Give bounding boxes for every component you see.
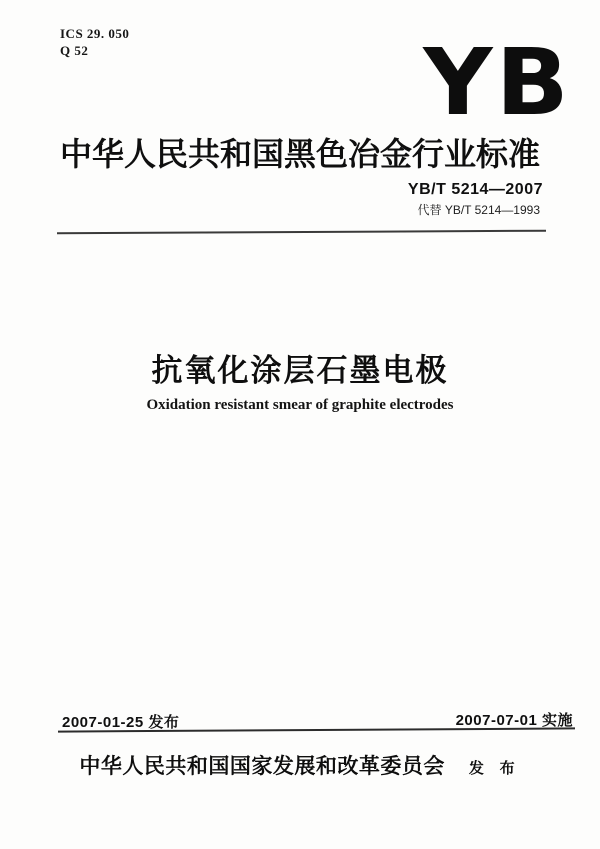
header-divider-rule	[57, 230, 546, 235]
publish-label: 发 布	[468, 761, 521, 777]
document-title-chinese: 抗氧化涂层石墨电极	[151, 353, 449, 388]
document-title-english: Oxidation resistant smear of graphite electrodes	[146, 397, 454, 413]
effective-date: 2007-07-01 实施	[455, 712, 573, 729]
issue-date: 2007-01-25 发布	[62, 714, 180, 731]
standard-category-title: 中华人民共和国黑色冶金行业标准	[60, 136, 541, 172]
replaces-previous-standard-note: 代替 YB/T 5214—1993	[417, 203, 540, 217]
yb-standard-logo: YB	[423, 29, 572, 136]
standard-number: YB/T 5214—2007	[407, 181, 543, 198]
publisher-row	[0, 750, 600, 780]
china-doc-class-code: Q 52	[60, 43, 89, 58]
publisher-name: 中华人民共和国国家发展和改革委员会	[79, 754, 445, 778]
ics-classification-code: ICS 29. 050	[60, 26, 130, 41]
